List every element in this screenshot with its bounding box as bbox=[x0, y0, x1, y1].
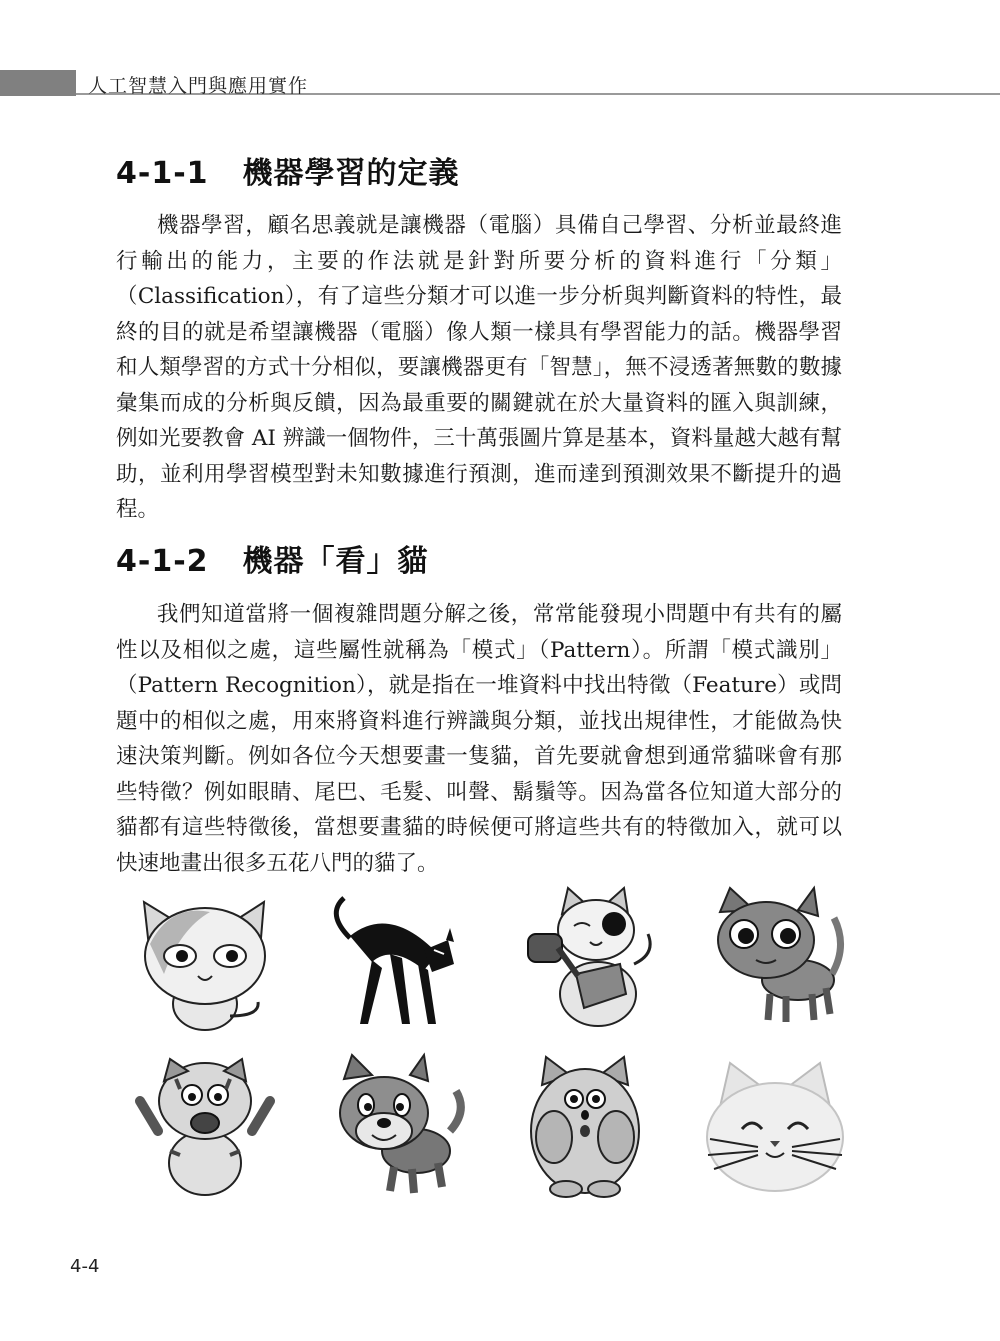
black-cat-illustration bbox=[300, 875, 490, 1042]
section-number: 4-1-1 bbox=[116, 156, 209, 191]
running-header-title: 人工智慧入門與應用實作 bbox=[88, 75, 309, 97]
striped-cat-illustration bbox=[110, 1042, 300, 1209]
page-number: 4-4 bbox=[70, 1256, 100, 1277]
round-cat-illustration bbox=[490, 1042, 680, 1209]
cat-illustrations-figure bbox=[110, 875, 870, 1210]
lucky-cat-illustration bbox=[490, 875, 680, 1042]
section-number: 4-1-2 bbox=[116, 544, 209, 579]
section-heading-4-1-2 bbox=[116, 536, 429, 580]
section-heading-4-1-1 bbox=[116, 148, 460, 192]
section-title: 機器學習的定義 bbox=[242, 156, 460, 191]
gray-cat-illustration bbox=[680, 875, 870, 1042]
header-bar bbox=[0, 70, 76, 96]
white-cat-face-illustration bbox=[680, 1042, 870, 1209]
section-title: 機器「看」貓 bbox=[242, 544, 429, 579]
section-paragraph: 我們知道當將一個複雜問題分解之後，常常能發現小問題中有共有的屬性以及相似之處，這些屬性就稱為「模式」（Pattern）。所謂「模式識別」（Pattern Recognition），就是指在一堆資料中找出特徵（Feature）或問題中的相似之處，用來將資料進行辨識與分類，並找出規律性，才能做為快速決策判斷。例如各位今天想要畫一隻貓，首先要就會想到通常貓咪會有那些特徵？例如眼睛、尾巴、毛髮、叫聲、鬍鬚等。因為當各位知道大部分的貓都有這些特徵後，當想要畫貓的時候便可將這些共有的特徵加入，就可以快速地畫出很多五花八門的貓了。 bbox=[116, 602, 842, 876]
spotted-cat-illustration bbox=[110, 875, 300, 1042]
brown-cat-illustration bbox=[300, 1042, 490, 1209]
section-paragraph: 機器學習，顧名思義就是讓機器（電腦）具備自己學習、分析並最終進行輸出的能力，主要的作法就是針對所要分析的資料進行「分類」（Classification），有了這些分類才可以進一步分析與判斷資料的特性，最終的目的就是希望讓機器（電腦）像人類一樣具有學習能力的話。機器學習和人類學習的方式十分相似，要讓機器更有「智慧」，無不浸透著無數的數據彙集而成的分析與反饋，因為最重要的關鍵就在於大量資料的匯入與訓練，例如光要教會 AI 辨識一個物件，三十萬張圖片算是基本，資料量越大越有幫助，並利用學習模型對未知數據進行預測，進而達到預測效果不斷提升的過程。 bbox=[116, 213, 842, 522]
